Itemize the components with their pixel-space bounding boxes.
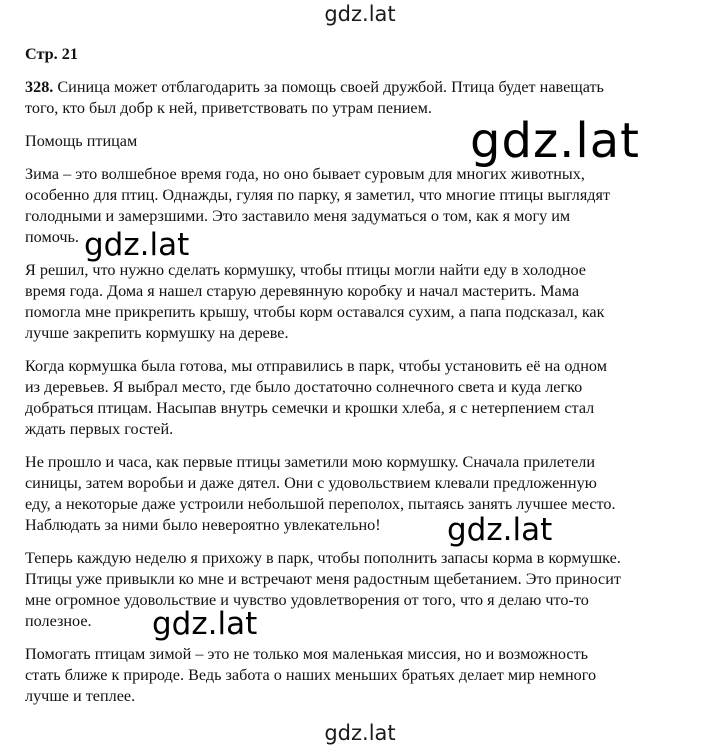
task-text-line-1: Синица может отблагодарить за помощь своей дружбой. Птица будет навещать [53,78,604,96]
paragraph-line: Наблюдать за ними было невероятно увлекательно! [25,516,381,534]
task-number: 328. [25,78,54,96]
paragraph-line: лучше и теплее. [25,687,136,705]
task-text-line-2: того, кто был добр к ней, приветствовать по утрам пением. [25,99,432,117]
paragraph-line: помочь. [25,228,79,246]
paragraph-line: Я решил, что нужно сделать кормушку, чтобы птицы могли найти еду в холодное [25,261,586,279]
paragraph-line: Птицы уже привыкли ко мне и встречают меня радостным щебетанием. Это приносит [25,570,621,588]
paragraph-line: Зима – это волшебное время года, но оно бывает суровым для многих животных, [25,165,585,183]
paragraph-line: мне огромное удовольствие и чувство удовлетворения от того, что я делаю что-то [25,591,589,609]
watermark-bottom: gdz.lat [324,721,396,745]
paragraph-line: помогла мне прикрепить крышу, чтобы корм оставался сухим, а папа подсказал, как [25,303,605,321]
paragraph-line: Не прошло и часа, как первые птицы заметили мою кормушку. Сначала прилетели [25,453,595,471]
paragraph-6 [25,644,705,707]
paragraph-line: время года. Дома я нашел старую деревянную коробку и начал мастерить. Мама [25,282,580,300]
page-label: Стр. 21 [25,45,78,63]
paragraph-line: синицы, затем воробьи и даже дятел. Они с удовольствием клевали предложенную [25,474,597,492]
paragraph-line: добраться птицам. Насыпав внутрь семечки и крошки хлеба, я с нетерпением стал [25,399,595,417]
paragraph-line: стать ближе к природе. Ведь забота о наших меньших братьях делает мир немного [25,666,597,684]
paragraph-line: ждать первых гостей. [25,420,174,438]
watermark-medium: gdz.lat [152,606,258,642]
paragraph-line: Когда кормушка была готова, мы отправились в парк, чтобы установить её на одном [25,357,607,375]
paragraph-3 [25,356,705,440]
paragraph-line: голодными и замерзшими. Это заставило меня задуматься о том, как я могу им [25,207,571,225]
watermark-medium: gdz.lat [84,227,190,263]
paragraph-line: лучше закрепить кормушку на дереве. [25,324,289,342]
watermark-top: gdz.lat [324,2,396,26]
paragraph-line: Помогать птицам зимой – это не только моя маленькая миссия, но и возможность [25,645,589,663]
paragraph-line: полезное. [25,612,92,630]
watermark-medium: gdz.lat [447,512,553,548]
paragraph-line: еду, а некоторые даже устроили небольшой переполох, пытаясь занять лучшее место. [25,495,616,513]
watermark-large: gdz.lat [470,113,640,169]
paragraph-4 [25,452,705,536]
essay-title: Помощь птицам [25,132,138,150]
paragraph-2 [25,260,705,344]
paragraph-line: из деревьев. Я выбрал место, где было достаточно солнечного света и куда легко [25,378,583,396]
task-line-1 [25,77,705,98]
paragraph-line: Теперь каждую неделю я прихожу в парк, чтобы пополнить запасы корма в кормушке. [25,549,621,567]
paragraph-5 [25,548,705,632]
paragraph-line: особенно для птиц. Однажды, гуляя по парку, я заметил, что многие птицы выглядят [25,186,611,204]
